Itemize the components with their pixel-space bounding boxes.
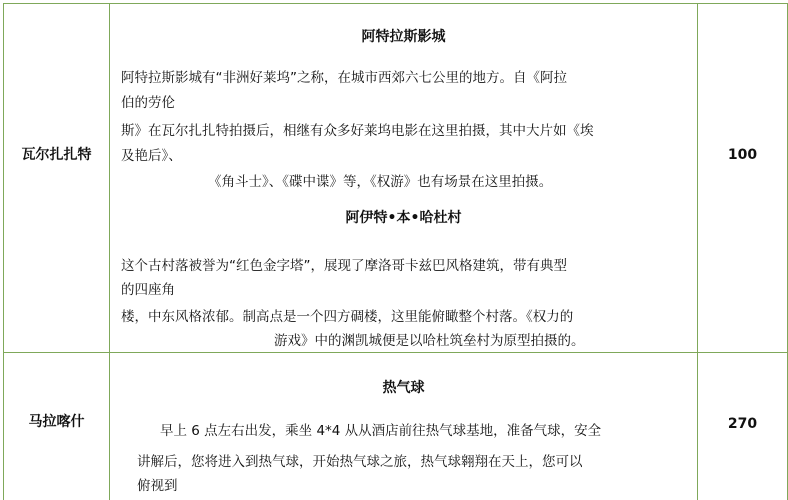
description-line: 阿特拉斯影城有“非洲好莱坞”之称，在城市西郊六七公里的地方。自《阿拉 bbox=[121, 70, 567, 86]
location-cell: 马拉喀什 bbox=[28, 414, 85, 430]
section-title: 阿伊特•本•哈杜村 bbox=[345, 210, 462, 226]
description-line: 及艳后》、 bbox=[121, 148, 182, 164]
price-cell: 270 bbox=[727, 416, 758, 432]
location-cell: 瓦尔扎扎特 bbox=[21, 147, 92, 163]
description-line: 讲解后，您将进入到热气球，开始热气球之旅，热气球翱翔在天上，您可以 bbox=[137, 454, 583, 470]
description-line: 《角斗士》、《碟中谍》等，《权游》也有场景在这里拍摄。 bbox=[208, 174, 553, 190]
description-line: 早上 6 点左右出发，乘坐 4*4 从从酒店前往热气球基地，准备气球，安全 bbox=[160, 423, 602, 439]
table-divider-1 bbox=[109, 3, 110, 500]
description-line: 伯的劳伦 bbox=[121, 95, 175, 111]
table-border-top bbox=[3, 3, 788, 4]
description-line: 游戏》中的渊凯城便是以哈杜筑垒村为原型拍摄的。 bbox=[274, 333, 585, 349]
section-title: 阿特拉斯影城 bbox=[361, 29, 446, 45]
description-line: 楼，中东风格浓郁。制高点是一个四方碉楼，这里能俯瞰整个村落。《权力的 bbox=[121, 309, 574, 325]
description-line: 斯》在瓦尔扎扎特拍摄后，相继有众多好莱坞电影在这里拍摄，其中大片如《埃 bbox=[121, 123, 594, 139]
price-cell: 100 bbox=[727, 147, 758, 163]
description-line: 的四座角 bbox=[121, 282, 175, 298]
description-line: 这个古村落被誉为“红色金字塔”，展现了摩洛哥卡兹巴风格建筑，带有典型 bbox=[121, 258, 567, 274]
section-title: 热气球 bbox=[382, 380, 425, 396]
description-line: 俯视到 bbox=[137, 478, 178, 494]
table-row-divider bbox=[3, 352, 788, 353]
